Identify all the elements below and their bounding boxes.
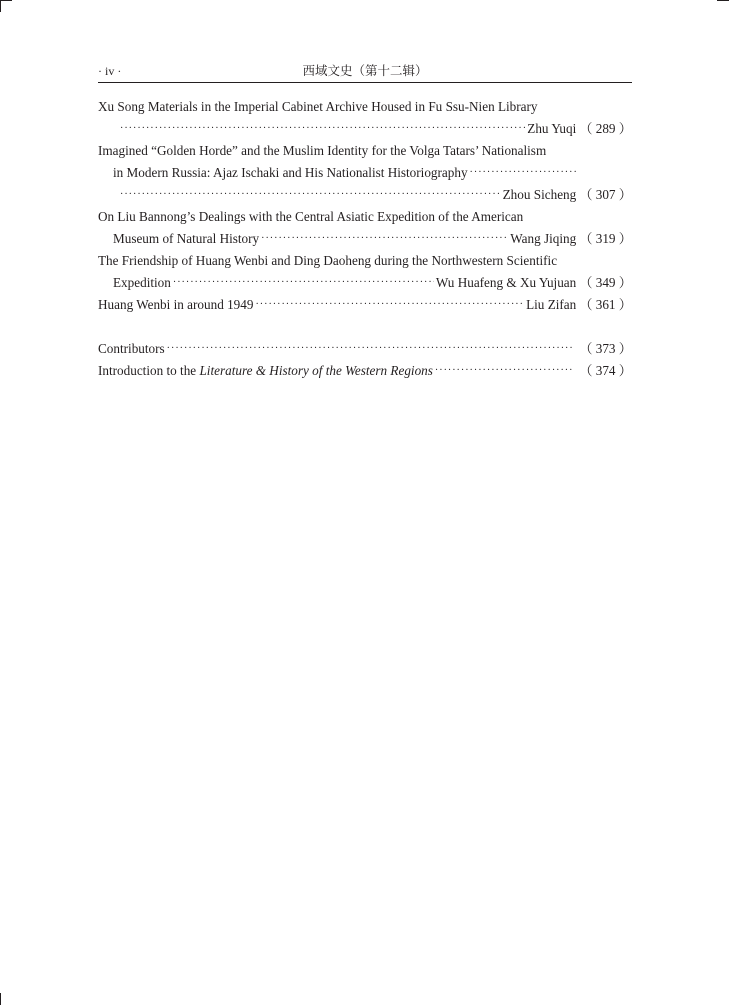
toc-entry-page: （ 289 ） — [579, 121, 632, 136]
toc-entry-page: （ 361 ） — [579, 297, 632, 312]
toc-entry-title-continued: Expedition ····· Wu Huafeng & Xu Yujuan （ 349 ） — [98, 272, 632, 294]
dot-leader — [120, 118, 525, 140]
toc-entry-leader-line — [98, 184, 632, 206]
page-header — [98, 58, 632, 83]
spacer — [98, 316, 632, 338]
crop-mark-top-left-v — [0, 0, 1, 12]
toc-entry-author: Wang Jiqing — [510, 231, 577, 246]
dot-leader — [255, 294, 524, 316]
dot-leader — [261, 228, 508, 250]
dot-leader — [120, 184, 501, 206]
dot-leader — [167, 338, 575, 360]
dot-leader — [470, 162, 576, 184]
toc-entry-leader-line — [98, 118, 632, 140]
toc-entry-author: Wu Huafeng & Xu Yujuan — [435, 275, 577, 290]
page-folio: · iv · — [98, 64, 122, 78]
toc-back-matter-introduction: Introduction to the Literature & History of the Western Regions ····· （ 374 ） — [98, 360, 632, 382]
toc-entry-page: （ 374 ） — [579, 363, 632, 378]
dot-leader — [173, 272, 434, 294]
toc-entry-page: （ 373 ） — [579, 341, 632, 356]
toc-entry-title: On Liu Bannong’s Dealings with the Central Asiatic Expedition of the American — [98, 209, 524, 224]
toc-entry-title-continued: Museum of Natural History ····· Wang Jiqing （ 319 ） — [98, 228, 632, 250]
table-of-contents — [98, 96, 632, 382]
toc-entry-title: Xu Song Materials in the Imperial Cabinet Archive Housed in Fu Ssu-Nien Library — [98, 99, 538, 114]
toc-entry-title: Imagined “Golden Horde” and the Muslim Identity for the Volga Tatars’ Nationalism — [98, 143, 547, 158]
toc-entry-title-continued: in Modern Russia: Ajaz Ischaki and His Nationalist Historiography ····· — [98, 162, 632, 184]
toc-entry-author: Liu Zifan — [526, 297, 577, 312]
toc-entry-author: Zhu Yuqi — [527, 121, 577, 136]
dot-leader — [435, 360, 574, 382]
crop-mark-bottom-left-v — [0, 993, 1, 1005]
toc-entry-page: （ 307 ） — [579, 187, 632, 202]
toc-entry-page: （ 349 ） — [579, 275, 632, 290]
toc-back-matter-contributors: Contributors ····· （ 373 ） — [98, 338, 632, 360]
crop-mark-top-left-h — [0, 0, 12, 1]
journal-title: Literature & History of the Western Regions — [199, 363, 433, 378]
toc-entry-author: Zhou Sicheng — [502, 187, 577, 202]
toc-entry: Huang Wenbi in around 1949 ····· Liu Zifan （ 361 ） — [98, 294, 632, 316]
toc-entry-page: （ 319 ） — [579, 231, 632, 246]
toc-entry-title: The Friendship of Huang Wenbi and Ding Daoheng during the Northwestern Scientific — [98, 253, 558, 268]
crop-mark-top-right-h — [717, 0, 729, 1]
running-title: 西域文史（第十二辑） — [302, 64, 428, 78]
